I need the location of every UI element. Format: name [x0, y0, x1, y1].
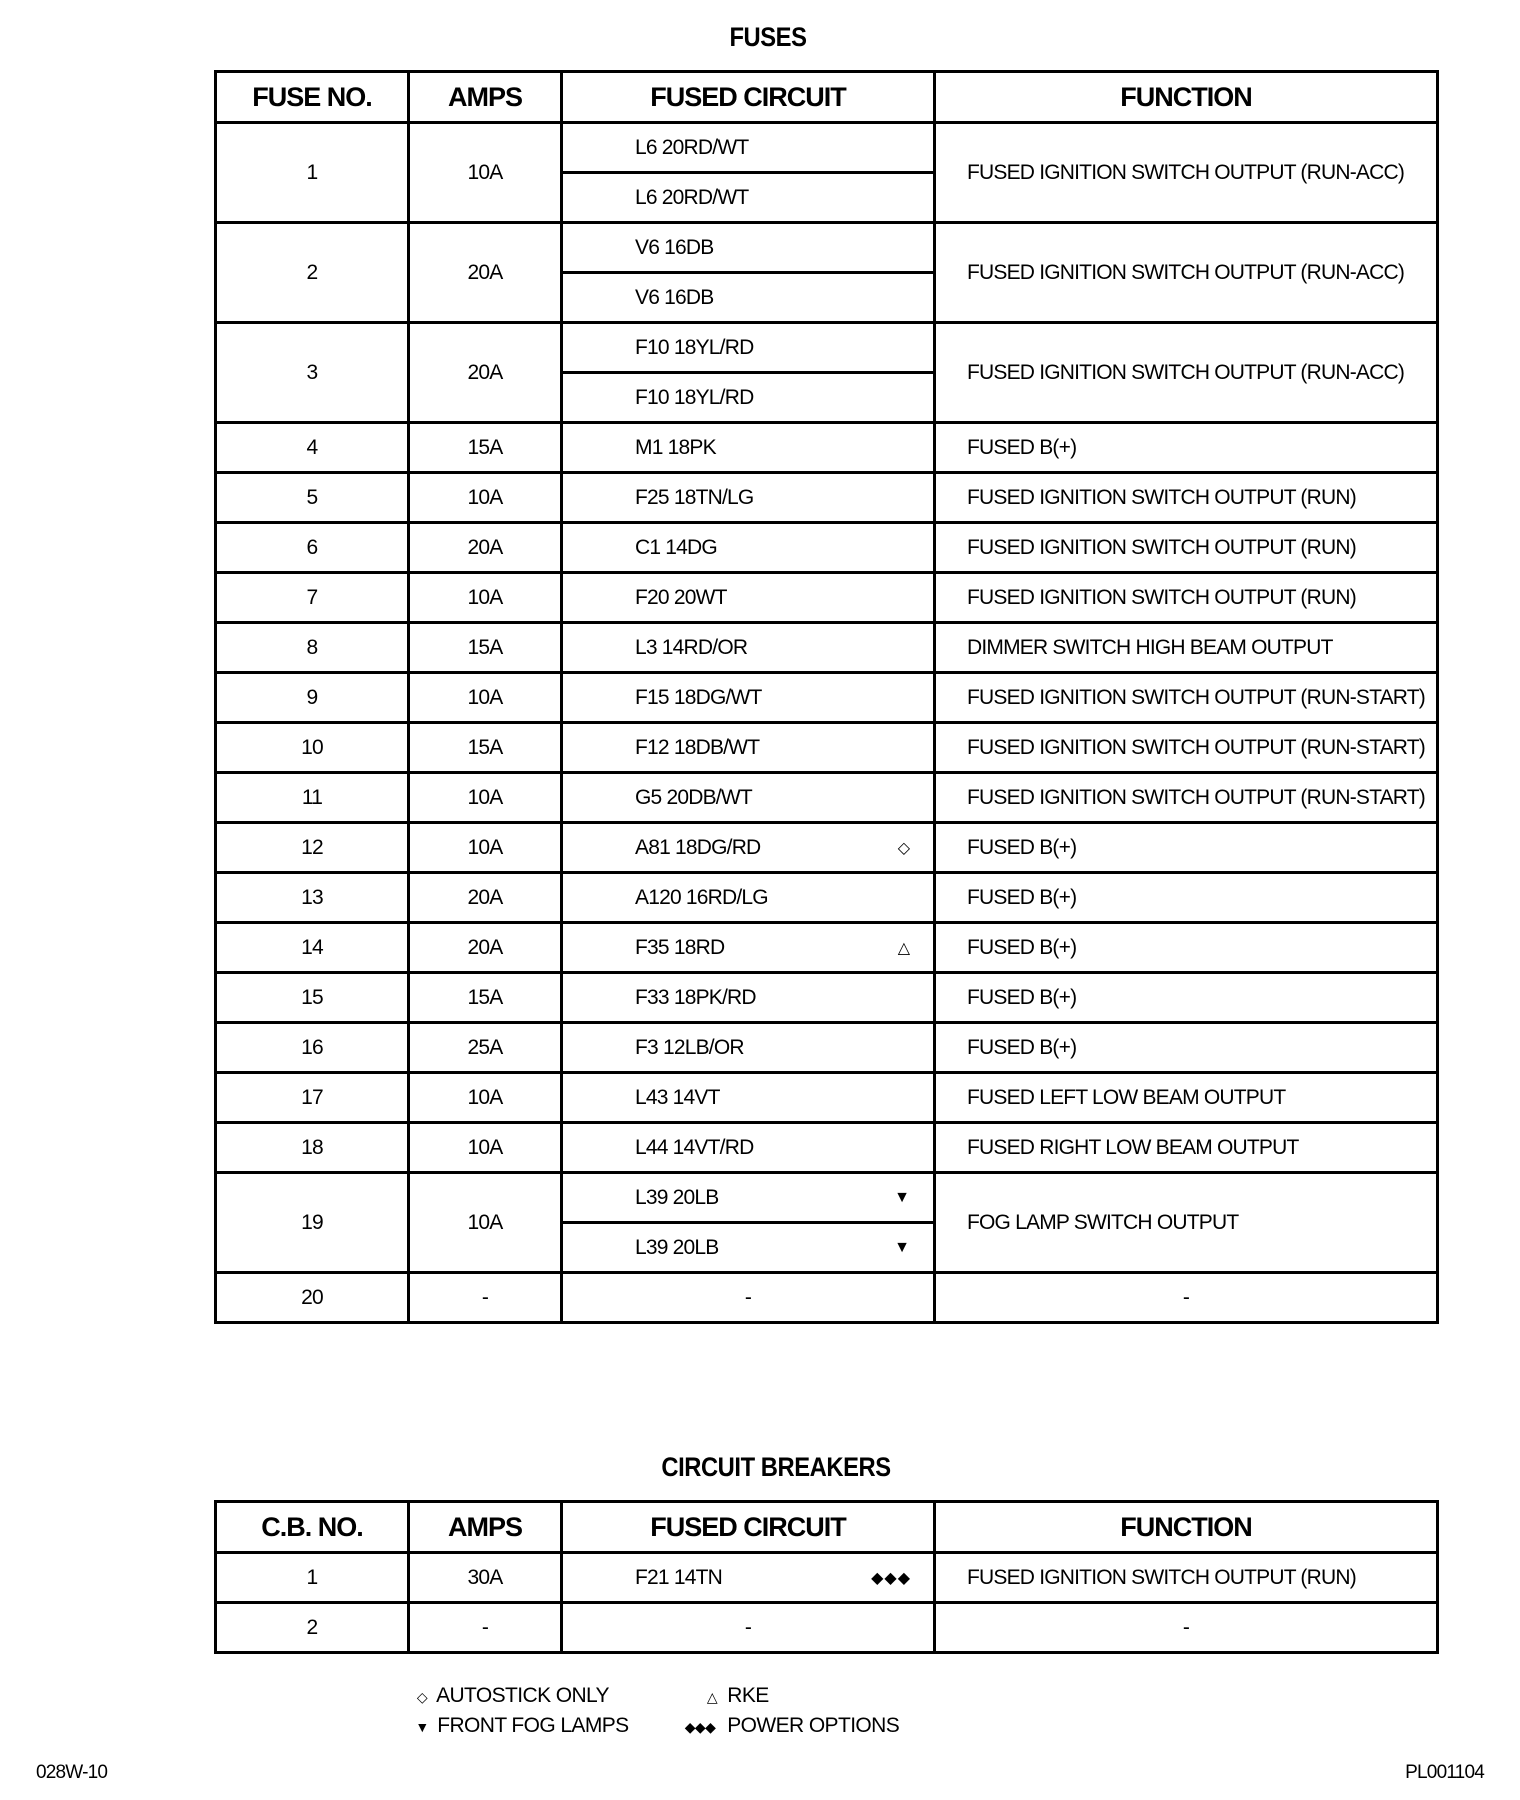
row-number: 5: [216, 473, 409, 523]
fuses-header-row: [216, 72, 1438, 123]
fused-circuit-cell: [562, 1073, 935, 1123]
header-amps: AMPS: [409, 1502, 562, 1553]
header-fused-circuit: FUSED CIRCUIT: [562, 72, 935, 123]
fused-circuit-cell: [562, 123, 935, 173]
row-amps: -: [409, 1603, 562, 1653]
row-number: 1: [216, 1553, 409, 1603]
row-amps: 20A: [409, 523, 562, 573]
header-cb-no: C.B. NO.: [216, 1502, 409, 1553]
fused-circuit-cell: [562, 723, 935, 773]
fused-circuit-cell: [562, 1023, 935, 1073]
fused-circuit-cell: [562, 973, 935, 1023]
fused-circuit-text: -: [744, 1285, 752, 1309]
row-function: FUSED IGNITION SWITCH OUTPUT (RUN-START): [935, 773, 1438, 823]
row-function: FUSED IGNITION SWITCH OUTPUT (RUN-ACC): [935, 323, 1438, 423]
circuit-breakers-table: [214, 1500, 1439, 1654]
row-number: 6: [216, 523, 409, 573]
fused-circuit-cell: [562, 623, 935, 673]
triple-diamond-icon: ◆◆◆: [684, 1719, 716, 1735]
fused-circuit-text: F10 18YL/RD: [635, 335, 754, 359]
row-function: -: [935, 1603, 1438, 1653]
fused-circuit-text: L39 20LB: [635, 1185, 719, 1209]
fused-circuit-text: G5 20DB/WT: [635, 785, 752, 809]
row-number: 12: [216, 823, 409, 873]
row-number: 10: [216, 723, 409, 773]
row-function: FUSED B(+): [935, 823, 1438, 873]
table-row: [216, 473, 1438, 523]
option-symbol-icon: ◆◆◆: [871, 1569, 911, 1587]
fused-circuit-cell: [562, 1553, 935, 1603]
table-row: [216, 673, 1438, 723]
row-amps: 25A: [409, 1023, 562, 1073]
fused-circuit-cell: [562, 923, 935, 973]
table-row: [216, 773, 1438, 823]
row-amps: 10A: [409, 573, 562, 623]
legend-label: POWER OPTIONS: [727, 1714, 900, 1737]
fused-circuit-cell: [562, 1123, 935, 1173]
fused-circuit-cell: [562, 823, 935, 873]
fused-circuit-text: C1 14DG: [635, 535, 717, 559]
row-amps: 10A: [409, 473, 562, 523]
row-amps: 20A: [409, 223, 562, 323]
fused-circuit-text: V6 16DB: [635, 285, 714, 309]
row-amps: 10A: [409, 1173, 562, 1273]
row-amps: 30A: [409, 1553, 562, 1603]
fused-circuit-cell: [562, 223, 935, 273]
row-number: 4: [216, 423, 409, 473]
fused-circuit-cell: [562, 1223, 935, 1273]
cb-header-row: [216, 1502, 1438, 1553]
legend-label: FRONT FOG LAMPS: [437, 1714, 629, 1737]
legend-item-power-options: [678, 1714, 899, 1738]
row-function: FUSED IGNITION SWITCH OUTPUT (RUN-START): [935, 673, 1438, 723]
fused-circuit-text: A81 18DG/RD: [635, 835, 761, 859]
hollow-triangle-up-icon: △: [706, 1689, 718, 1705]
fused-circuit-text: F3 12LB/OR: [635, 1035, 744, 1059]
row-amps: 10A: [409, 773, 562, 823]
fused-circuit-text: F33 18PK/RD: [635, 985, 756, 1009]
fused-circuit-cell: [562, 1173, 935, 1223]
table-row: [216, 1173, 1438, 1223]
legend-label: AUTOSTICK ONLY: [436, 1684, 609, 1707]
row-function: FUSED IGNITION SWITCH OUTPUT (RUN): [935, 573, 1438, 623]
fused-circuit-text: -: [744, 1615, 752, 1639]
header-fused-circuit: FUSED CIRCUIT: [562, 1502, 935, 1553]
table-row: [216, 323, 1438, 373]
row-function: FUSED RIGHT LOW BEAM OUTPUT: [935, 1123, 1438, 1173]
table-row: [216, 423, 1438, 473]
table-row: [216, 873, 1438, 923]
fused-circuit-text: M1 18PK: [635, 435, 716, 459]
row-function: -: [935, 1273, 1438, 1323]
fused-circuit-cell: [562, 1603, 935, 1653]
row-number: 9: [216, 673, 409, 723]
row-number: 19: [216, 1173, 409, 1273]
option-symbol-icon: ◇: [897, 839, 911, 857]
filled-triangle-down-icon: ▼: [415, 1719, 429, 1735]
row-function: FUSED IGNITION SWITCH OUTPUT (RUN-ACC): [935, 123, 1438, 223]
table-row: [216, 723, 1438, 773]
option-symbol-icon: ▼: [894, 1238, 911, 1256]
header-function: FUNCTION: [935, 1502, 1438, 1553]
fused-circuit-text: F12 18DB/WT: [635, 735, 760, 759]
option-symbol-icon: ▼: [894, 1188, 911, 1206]
row-function: FUSED IGNITION SWITCH OUTPUT (RUN): [935, 523, 1438, 573]
table-row: [216, 923, 1438, 973]
fused-circuit-cell: [562, 423, 935, 473]
row-number: 2: [216, 223, 409, 323]
fused-circuit-text: F25 18TN/LG: [635, 485, 754, 509]
fused-circuit-cell: [562, 1273, 935, 1323]
fused-circuit-text: F35 18RD: [635, 935, 725, 959]
header-fuse-no: FUSE NO.: [216, 72, 409, 123]
fused-circuit-cell: [562, 573, 935, 623]
row-amps: 10A: [409, 123, 562, 223]
table-row: [216, 1123, 1438, 1173]
fused-circuit-text: F21 14TN: [635, 1565, 722, 1589]
fuses-table: [214, 70, 1439, 1324]
fused-circuit-text: L43 14VT: [635, 1085, 720, 1109]
fused-circuit-cell: [562, 273, 935, 323]
table-row: [216, 1073, 1438, 1123]
row-amps: 10A: [409, 823, 562, 873]
fused-circuit-text: F10 18YL/RD: [635, 385, 754, 409]
fused-circuit-cell: [562, 873, 935, 923]
table-row: [216, 973, 1438, 1023]
row-function: FUSED B(+): [935, 973, 1438, 1023]
row-function: DIMMER SWITCH HIGH BEAM OUTPUT: [935, 623, 1438, 673]
row-number: 1: [216, 123, 409, 223]
row-number: 8: [216, 623, 409, 673]
table-row: [216, 623, 1438, 673]
fused-circuit-text: V6 16DB: [635, 235, 714, 259]
fused-circuit-text: L39 20LB: [635, 1235, 719, 1259]
fused-circuit-cell: [562, 473, 935, 523]
fuses-title: FUSES: [729, 22, 807, 52]
table-row: [216, 1603, 1438, 1653]
legend-item-fog: [412, 1714, 629, 1738]
fuses-body: [216, 123, 1438, 1323]
table-row: [216, 1023, 1438, 1073]
row-amps: 10A: [409, 673, 562, 723]
table-row: [216, 573, 1438, 623]
row-number: 20: [216, 1273, 409, 1323]
table-row: [216, 1553, 1438, 1603]
circuit-breakers-title: CIRCUIT BREAKERS: [661, 1452, 891, 1482]
row-number: 14: [216, 923, 409, 973]
fused-circuit-cell: [562, 323, 935, 373]
row-amps: 15A: [409, 973, 562, 1023]
fused-circuit-text: F15 18DG/WT: [635, 685, 762, 709]
fused-circuit-cell: [562, 523, 935, 573]
row-function: FUSED IGNITION SWITCH OUTPUT (RUN-START): [935, 723, 1438, 773]
row-function: FUSED B(+): [935, 1023, 1438, 1073]
table-row: [216, 523, 1438, 573]
table-row: [216, 823, 1438, 873]
row-function: FUSED IGNITION SWITCH OUTPUT (RUN): [935, 1553, 1438, 1603]
row-function: FOG LAMP SWITCH OUTPUT: [935, 1173, 1438, 1273]
footer-left-code: 028W-10: [36, 1762, 108, 1783]
fused-circuit-text: L44 14VT/RD: [635, 1135, 754, 1159]
row-number: 2: [216, 1603, 409, 1653]
fused-circuit-cell: [562, 773, 935, 823]
row-number: 16: [216, 1023, 409, 1073]
header-amps: AMPS: [409, 72, 562, 123]
fused-circuit-text: L3 14RD/OR: [635, 635, 748, 659]
legend-label: RKE: [727, 1684, 769, 1707]
row-amps: 10A: [409, 1123, 562, 1173]
row-amps: 15A: [409, 623, 562, 673]
row-function: FUSED B(+): [935, 423, 1438, 473]
row-number: 15: [216, 973, 409, 1023]
legend-item-rke: [702, 1684, 769, 1708]
row-amps: -: [409, 1273, 562, 1323]
row-function: FUSED LEFT LOW BEAM OUTPUT: [935, 1073, 1438, 1123]
fused-circuit-cell: [562, 173, 935, 223]
row-amps: 15A: [409, 723, 562, 773]
row-amps: 20A: [409, 923, 562, 973]
row-number: 7: [216, 573, 409, 623]
row-amps: 15A: [409, 423, 562, 473]
row-amps: 20A: [409, 323, 562, 423]
row-number: 3: [216, 323, 409, 423]
row-function: FUSED IGNITION SWITCH OUTPUT (RUN-ACC): [935, 223, 1438, 323]
row-function: FUSED B(+): [935, 873, 1438, 923]
fused-circuit-text: A120 16RD/LG: [635, 885, 768, 909]
row-number: 13: [216, 873, 409, 923]
fused-circuit-text: F20 20WT: [635, 585, 727, 609]
header-function: FUNCTION: [935, 72, 1438, 123]
row-function: FUSED B(+): [935, 923, 1438, 973]
fused-circuit-cell: [562, 673, 935, 723]
row-amps: 10A: [409, 1073, 562, 1123]
table-row: [216, 1273, 1438, 1323]
row-amps: 20A: [409, 873, 562, 923]
hollow-diamond-icon: ◇: [416, 1689, 428, 1705]
row-number: 11: [216, 773, 409, 823]
footer-right-code: PL001104: [1405, 1762, 1484, 1783]
option-symbol-icon: △: [897, 939, 911, 957]
row-number: 17: [216, 1073, 409, 1123]
circuit-breakers-body: [216, 1553, 1438, 1653]
table-row: [216, 223, 1438, 273]
row-number: 18: [216, 1123, 409, 1173]
legend-item-autostick: [412, 1684, 609, 1708]
row-function: FUSED IGNITION SWITCH OUTPUT (RUN): [935, 473, 1438, 523]
fused-circuit-cell: [562, 373, 935, 423]
fused-circuit-text: L6 20RD/WT: [635, 185, 749, 209]
fused-circuit-text: L6 20RD/WT: [635, 135, 749, 159]
table-row: [216, 123, 1438, 173]
